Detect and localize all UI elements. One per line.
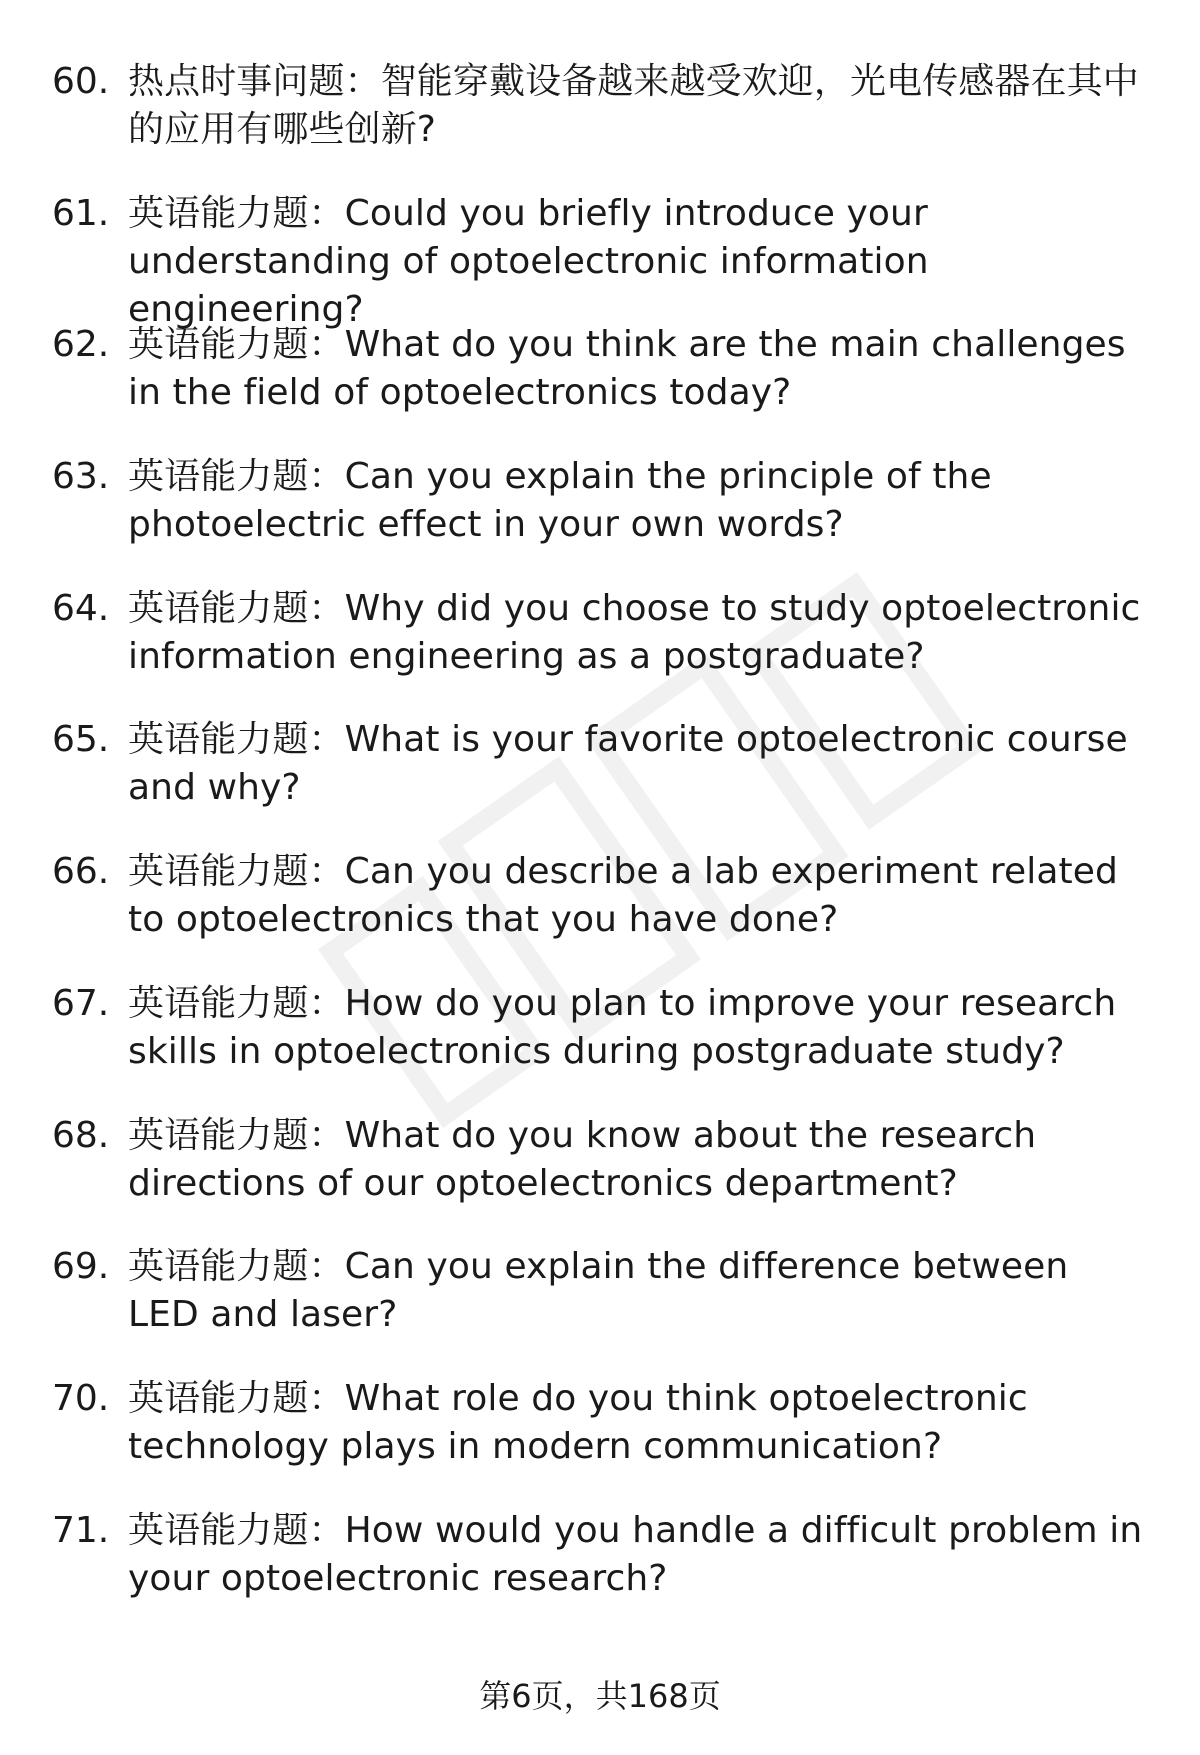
list-item <box>52 190 1147 330</box>
question-text: 英语能力题：Can you explain the principle of the photoelectric effect in your own words? <box>128 456 992 546</box>
question-number: 69. <box>52 1246 110 1288</box>
question-number: 60. <box>52 61 110 102</box>
list-item <box>52 980 1147 1112</box>
question-text: 热点时事问题：智能穿戴设备越来越受欢迎，光电传感器在其中的应用有哪些创新? <box>128 61 1139 150</box>
question-text: 英语能力题：How would you handle a difficult problem in your optoelectronic research? <box>128 1509 1143 1599</box>
list-item <box>52 1243 1147 1375</box>
list-item <box>52 1375 1147 1507</box>
question-number: 66. <box>52 851 110 893</box>
question-text: 英语能力题：How do you plan to improve your research skills in optoelectronics during postgraduate study? <box>128 982 1117 1072</box>
question-number: 70. <box>52 1377 110 1419</box>
question-number: 65. <box>52 719 110 761</box>
question-number: 61. <box>52 192 110 234</box>
list-item <box>52 58 1147 190</box>
question-text: 英语能力题：What role do you think optoelectronic technology plays in modern communication? <box>128 1377 1028 1467</box>
list-item <box>52 716 1147 848</box>
question-text: 英语能力题：Can you describe a lab experiment related to optoelectronics that you have done? <box>128 851 1118 941</box>
question-text: 英语能力题：What do you know about the research directions of our optoelectronics department? <box>128 1114 1037 1204</box>
list-item <box>52 1112 1147 1244</box>
question-text: 英语能力题：Could you briefly introduce your understanding of optoelectronic information engineering? <box>128 192 929 330</box>
question-text: 英语能力题：What is your favorite optoelectronic course and why? <box>128 719 1128 809</box>
question-number: 64. <box>52 587 110 629</box>
question-text: 英语能力题：Can you explain the difference between LED and laser? <box>128 1246 1069 1336</box>
list-item <box>52 453 1147 585</box>
question-number: 71. <box>52 1509 110 1551</box>
list-item <box>52 1507 1147 1639</box>
question-number: 67. <box>52 982 110 1024</box>
list-item <box>52 848 1147 980</box>
question-list <box>52 58 1147 1638</box>
question-number: 68. <box>52 1114 110 1156</box>
question-text: 英语能力题：Why did you choose to study optoelectronic information engineering as a postgraduate? <box>128 587 1141 677</box>
question-number: 62. <box>52 324 110 366</box>
page-number-footer: 第6页，共168页 <box>479 1677 721 1715</box>
list-item <box>52 321 1147 453</box>
question-text: 英语能力题：What do you think are the main challenges in the field of optoelectronics today? <box>128 324 1126 414</box>
question-number: 63. <box>52 456 110 498</box>
list-item <box>52 585 1147 717</box>
